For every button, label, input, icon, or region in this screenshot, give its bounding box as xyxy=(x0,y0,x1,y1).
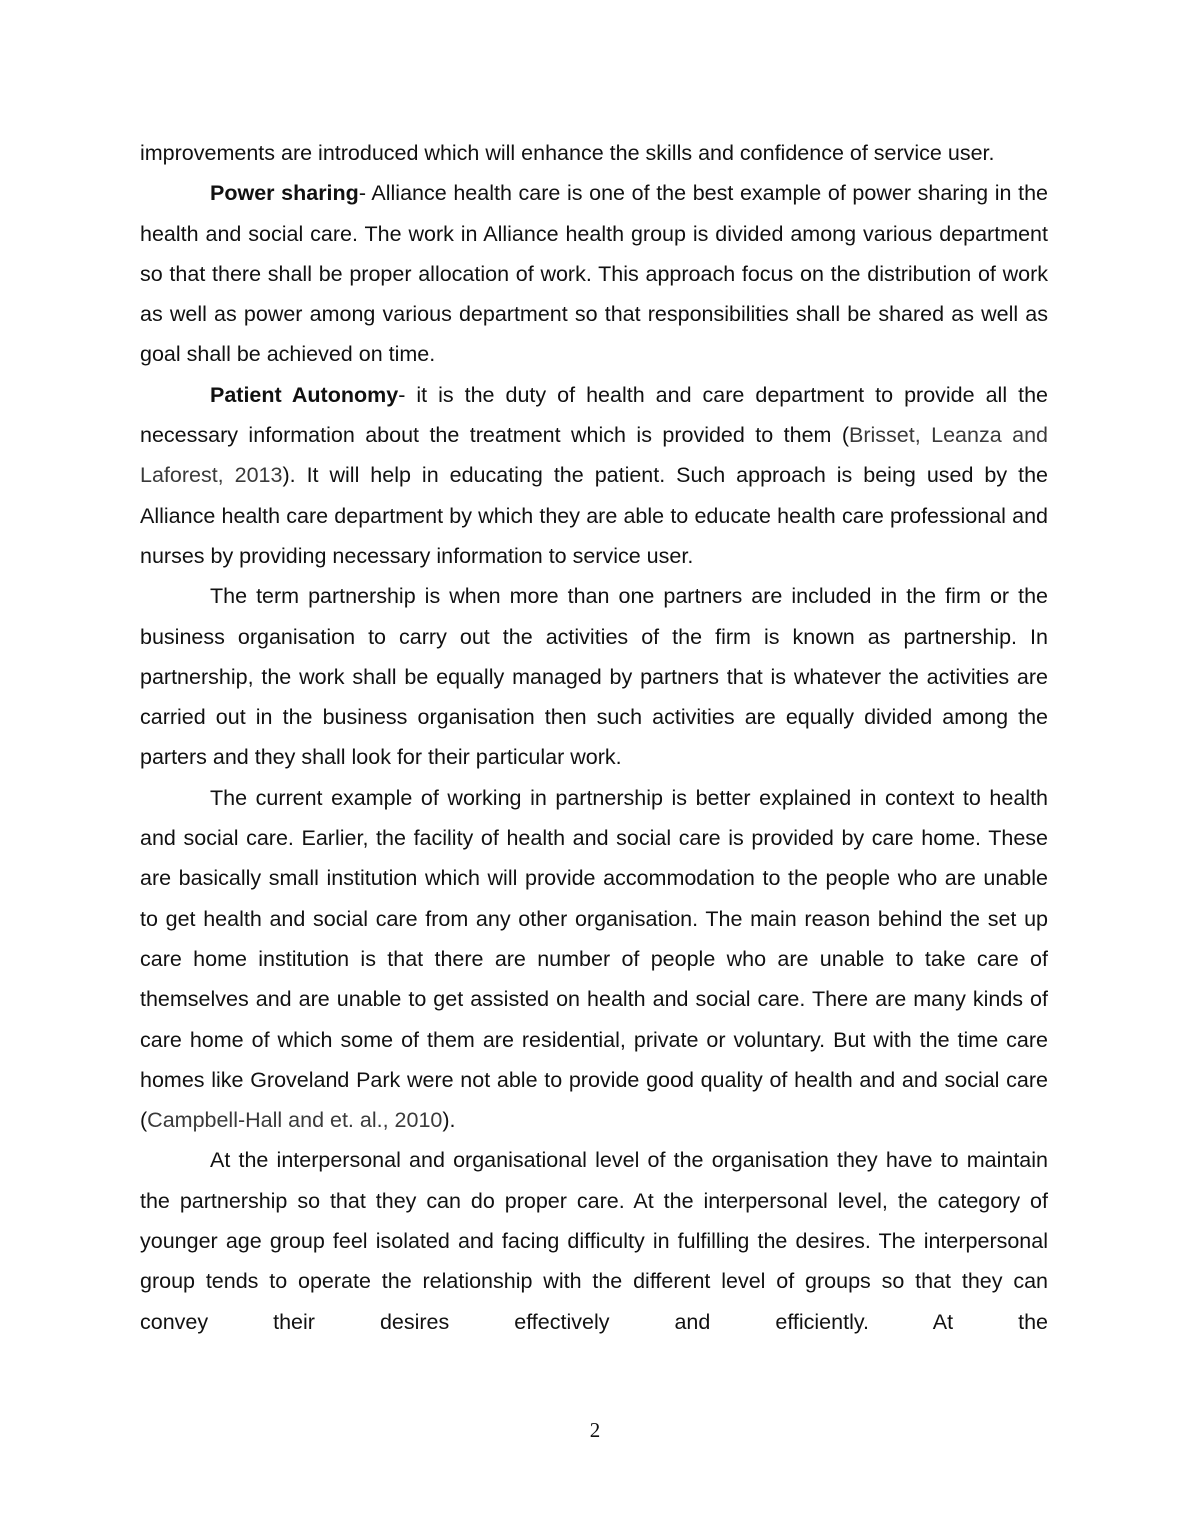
document-body xyxy=(140,133,1048,1342)
paragraph-text: - Alliance health care is one of the best example of power sharing in the health and social care. The work in Alliance health group is divided among various department so that there shall be proper allocation of work. This approach focus on the distribution of work as well as power among various department so that responsibilities shall be shared as well as goal shall be achieved on time. xyxy=(140,181,1048,367)
paragraph-text: The term partnership is when more than one partners are included in the firm or the business organisation to carry out the activities of the firm is known as partnership. In partnership, the work shall be equally managed by partners that is whatever the activities are carried out in the business organisation then such activities are equally divided among the parters and they shall look for their particular work. xyxy=(140,584,1048,770)
paragraph-heading: Power sharing xyxy=(210,181,359,206)
paragraph-text: At the interpersonal and organisational level of the organisation they have to maintain the partnership so that they can do proper care. At the interpersonal level, the category of younger age group feel isolated and facing difficulty in fulfilling the desires. The interpersonal group tends to operate the relationship with the different level of groups so that they can convey their desires effectively and efficiently. At the xyxy=(140,1148,1048,1334)
paragraph-power-sharing xyxy=(140,173,1048,374)
paragraph-partnership-definition xyxy=(140,576,1048,777)
paragraph-partnership-example xyxy=(140,778,1048,1141)
paragraph-text: - it is the duty of health and care department to provide all the necessary information about the treatment which is provided to them ( xyxy=(140,382,1048,448)
paragraph-interpersonal-level xyxy=(140,1140,1048,1341)
paragraph-text-after: ). It will help in educating the patient. Such approach is being used by the Alliance health care department by which they are able to educate health care professional and nurses by providing necessary information to service user. xyxy=(140,463,1048,568)
paragraph-text: The current example of working in partnership is better explained in context to health and social care. Earlier, the facility of health and social care is provided by care home. These are basically small institution which will provide accommodation to the people who are unable to get health and social care from any other organisation. The main reason behind the set up care home institution is that there are number of people who are unable to take care of themselves and are unable to get assisted on health and social care. There are many kinds of care home of which some of them are residential, private or voluntary. But with the time care homes like Groveland Park were not able to provide good quality of health and and social care ( xyxy=(140,785,1048,1133)
citation: Campbell-Hall and et. al., 2010 xyxy=(147,1108,443,1133)
paragraph-continuation xyxy=(140,133,1048,173)
page-number: 2 xyxy=(589,1418,601,1442)
paragraph-heading: Patient Autonomy xyxy=(210,382,399,407)
paragraph-patient-autonomy xyxy=(140,375,1048,576)
paragraph-text: improvements are introduced which will enhance the skills and confidence of service user. xyxy=(140,141,995,165)
paragraph-text-after: ). xyxy=(442,1108,456,1133)
citation: Brisset, Leanza and Laforest, 2013 xyxy=(140,423,1048,488)
